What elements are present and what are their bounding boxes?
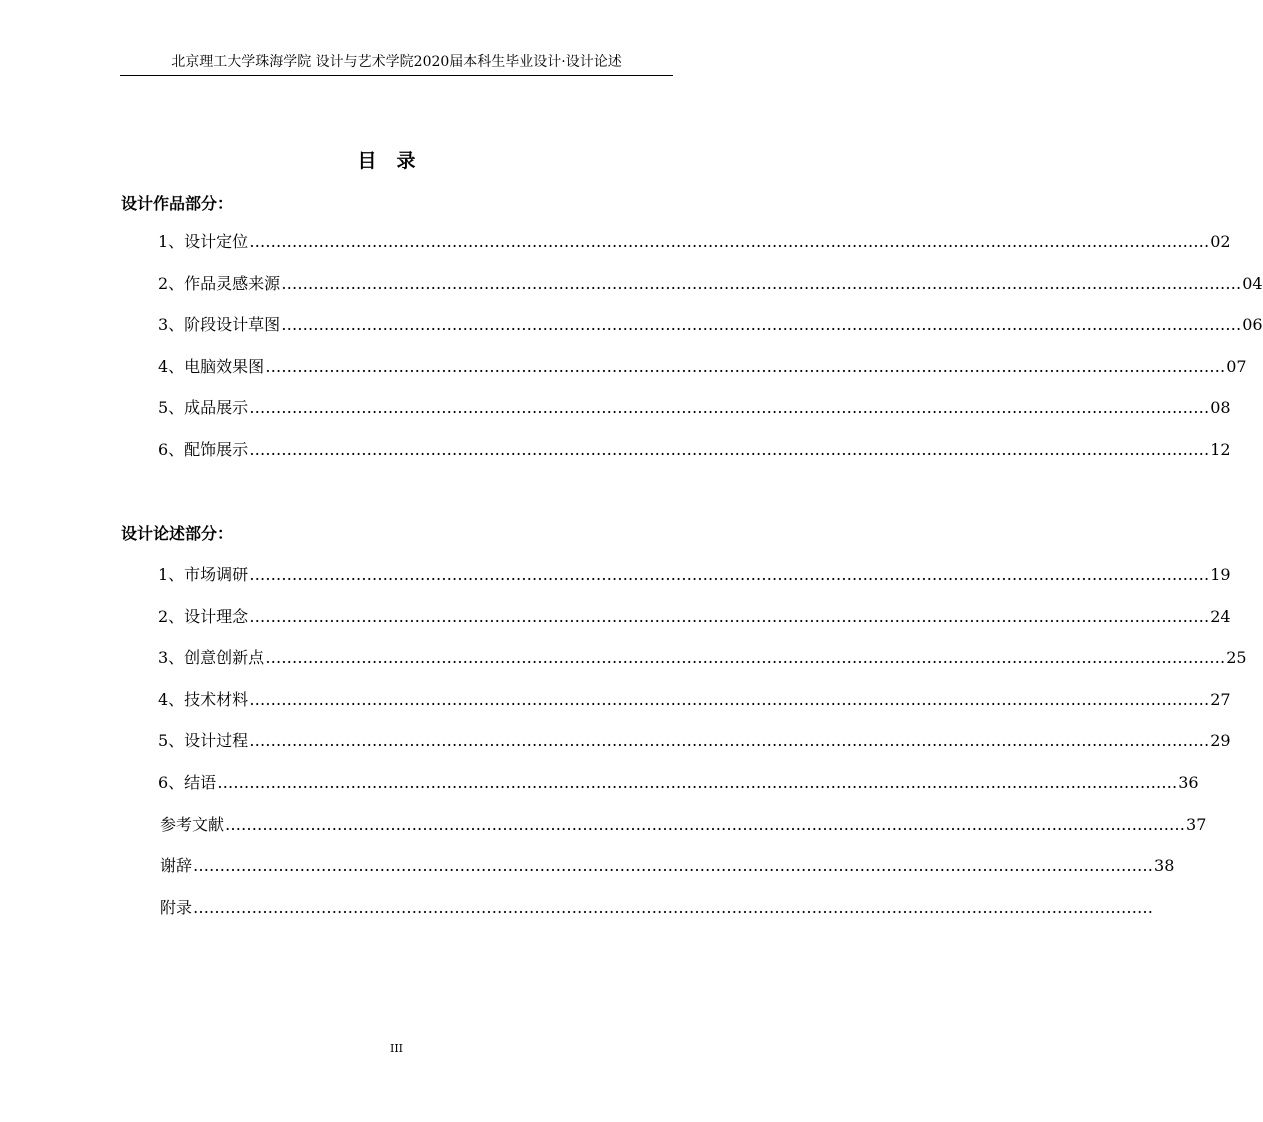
toc-entry-page: 19 [1210,565,1231,584]
toc-dot-leader: ……………………………………………………………………………………………………………………………………………………………… [193,856,1154,876]
toc-entry-page: 38 [1154,856,1175,876]
toc-entry [158,688,1231,712]
toc-entry-label: 附录 [160,897,193,917]
toc-entry-page: 25 [1226,648,1247,668]
toc-dot-leader: ……………………………………………………………………………………………………………………………………………………………… [249,606,1210,626]
toc-dot-leader: ……………………………………………………………………………………………………………………………………………………………… [265,356,1226,376]
toc-entry-label: 4、技术材料 [158,689,249,709]
toc-entry-label: 4、电脑效果图 [158,356,265,376]
toc-entry-label: 6、结语 [158,773,217,792]
toc-entry-page: 29 [1210,731,1231,751]
toc-entry [160,813,1207,837]
toc-dot-leader: ……………………………………………………………………………………………………………………………………………………………… [249,232,1210,251]
toc-dot-leader: ……………………………………………………………………………………………………………………………………………………………… [217,773,1178,792]
section-heading-design-works: 设计作品部分： [121,194,234,213]
toc-entry [158,272,1263,296]
header-rule [120,75,673,76]
toc-entry-label: 5、设计过程 [158,731,249,751]
toc-dot-leader: ……………………………………………………………………………………………………………………………………………………………… [249,398,1210,418]
toc-dot-leader: ……………………………………………………………………………………………………………………………………………………………… [249,731,1210,751]
toc-entry [158,729,1231,753]
toc-entry-label: 参考文献 [160,814,225,834]
toc-dot-leader: ……………………………………………………………………………………………………………………………………………………………… [265,648,1226,668]
toc-entry-label: 5、成品展示 [158,398,249,418]
toc-entry-label: 谢辞 [160,856,193,876]
toc-dot-leader: ……………………………………………………………………………………………………………………………………………………………… [281,315,1242,335]
toc-entry-label: 3、阶段设计草图 [158,315,281,335]
toc-entry-label: 1、设计定位 [158,232,249,251]
toc-dot-leader: ……………………………………………………………………………………………………………………………………………………………… [225,814,1186,834]
toc-entry-page: 06 [1242,315,1263,335]
section-heading-design-discussion: 设计论述部分： [121,524,234,543]
toc-entry-page: 02 [1210,232,1231,251]
toc-dot-leader: ……………………………………………………………………………………………………………………………………………………………… [193,897,1154,917]
toc-entry-label: 2、设计理念 [158,606,249,626]
toc-entry-label: 1、市场调研 [158,565,249,584]
toc-entry [158,313,1263,337]
toc-entry [158,396,1231,420]
page-number: III [389,1042,404,1055]
toc-entry [158,605,1231,629]
toc-entry-page: 08 [1210,398,1231,418]
toc-entry [158,438,1231,462]
toc-entry-label: 3、创意创新点 [158,648,265,668]
page-header: 北京理工大学珠海学院 设计与艺术学院2020届本科生毕业设计·设计论述 [171,54,622,70]
toc-entry [158,563,1231,587]
toc-dot-leader: ……………………………………………………………………………………………………………………………………………………………… [249,689,1210,709]
toc-dot-leader: ……………………………………………………………………………………………………………………………………………………………… [249,440,1210,459]
toc-title: 目录 [357,150,436,172]
toc-entry [160,896,1154,920]
toc-entry-page: 36 [1178,773,1199,792]
toc-entry [158,355,1247,379]
toc-entry-page: 04 [1242,273,1263,293]
toc-entry [158,771,1199,795]
toc-entry-label: 2、作品灵感来源 [158,273,281,293]
toc-entry [158,646,1247,670]
toc-entry-page: 07 [1226,356,1247,376]
toc-entry [160,854,1175,878]
toc-entry-page: 12 [1210,440,1231,459]
toc-entry-page: 37 [1186,814,1207,834]
toc-dot-leader: ……………………………………………………………………………………………………………………………………………………………… [281,273,1242,293]
toc-entry-label: 6、配饰展示 [158,440,249,459]
toc-entry-page: 27 [1210,689,1231,709]
toc-entry-page: 24 [1210,606,1231,626]
toc-entry [158,230,1231,254]
toc-dot-leader: ……………………………………………………………………………………………………………………………………………………………… [249,565,1210,584]
